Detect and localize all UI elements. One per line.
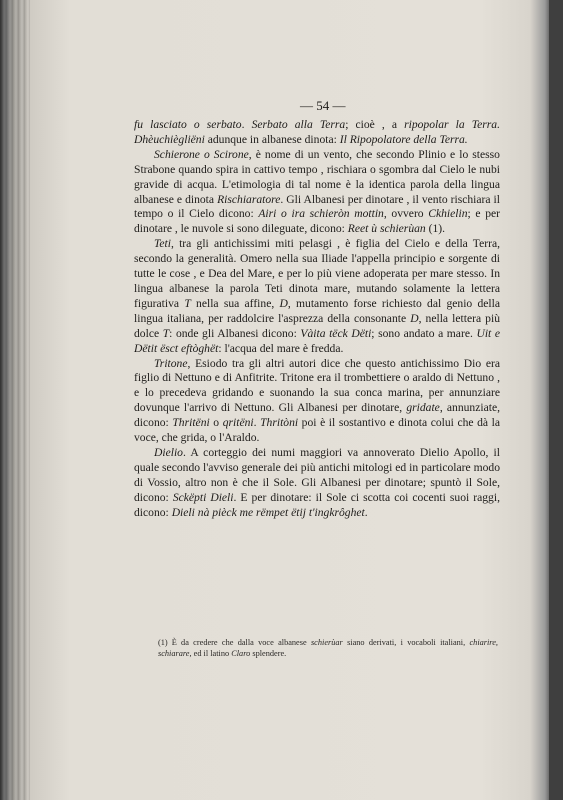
text-run: . <box>253 416 261 430</box>
text-run: adunque in albanese dinota: <box>204 132 340 146</box>
italic-text: Reet ù schierùan <box>347 222 426 236</box>
text-run: , nella lettera più dolce <box>134 311 500 340</box>
text-run: . E per dinotare: il Sole ci scotta coi cocenti suoi raggi, dicono: <box>134 490 500 519</box>
text-run: , è nome di un vento, che secondo Plinio e lo stesso Strabone quando spira in cattivo tempo , rischiara o sgombra dal Cielo le nubi gravide di acqua. L'etimologia di tal nome è la identica parola della lingua albanese e dinota <box>134 147 500 206</box>
page-edge <box>549 0 563 800</box>
italic-text: Vàita tëck Dëti <box>300 326 372 340</box>
footnote-text <box>158 638 498 658</box>
italic-text: Thritëni <box>172 416 210 430</box>
italic-text: Serbato alla Terra <box>251 118 346 131</box>
footnote-mark: (1) <box>158 638 168 647</box>
text-run: . Gli Albanesi per dinotare , il vento rischiara il tempo o il Cielo dicono: <box>134 192 500 221</box>
italic-text: Dieli nà pièck me rëmpet ëtij t'ingkrôghet <box>171 505 365 519</box>
book-spine-shadow <box>0 0 30 800</box>
text-run: . <box>241 118 252 131</box>
text-run: . A corteggio dei numi maggiori va annoverato Dielio Apollo, il quale secondo l'avviso generale dei più antichi mitologi ed in particolare modo di Vossio, altro non è che il Sole. Gli Albanesi per dinotare; spuntò il Sole, dicono: <box>134 445 500 504</box>
italic-text: Rischiaratore <box>217 192 281 206</box>
text-run: (1). <box>425 222 446 236</box>
text-run: : onde gli Albanesi dicono: <box>169 326 301 340</box>
paragraph <box>134 118 500 148</box>
italic-text: D <box>279 296 288 310</box>
text-run: ; sono andato a mare. <box>371 326 477 340</box>
italic-text: Dielio <box>154 445 183 459</box>
text-run: È da credere che dalla voce albanese <box>171 638 311 647</box>
paragraph <box>134 446 500 521</box>
text-run: , ovvero <box>383 207 429 221</box>
text-run: o <box>209 416 223 430</box>
italic-text: T <box>162 326 170 340</box>
text-run: , tra gli antichissimi miti pelasgi , è figlia del Cielo e della Terra, secondo la generalità. Omero nella sua Iliade l'appella principio e sorgente di tutte le cose , e Dea del Mare, e per lo più viene adoperata per mare stesso. In lingua albanese la parola Teti dinota mare, mutando solamente la lettera figurativa <box>134 237 500 310</box>
text-run: , mutamento forse richiesto dal genio della lingua italiana, per raddolcire l'asprezza della consonante <box>134 296 500 325</box>
italic-text: Teti <box>154 237 171 251</box>
footnote <box>158 637 498 659</box>
text-run: , annunziate, dicono: <box>134 401 500 430</box>
body-text <box>134 96 500 520</box>
text-run: splendere. <box>250 649 287 658</box>
italic-text: fu lasciato o serbato <box>134 118 242 131</box>
text-run: nella sua affine, <box>190 296 280 310</box>
text-run: ; e per dinotare , le nuvole si sono dileguate, dicono: <box>134 207 501 236</box>
text-run: : l'acqua del mare è fredda. <box>218 341 344 355</box>
italic-text: gridate <box>406 401 440 415</box>
italic-text: chiarire, schiarare <box>158 638 498 658</box>
italic-text: Uit e Dëtit ësct eftòghët <box>134 326 500 355</box>
text-run: siano derivati, i vocaboli italiani, <box>342 638 470 647</box>
italic-text: ripopolar la Terra. Dhèuchiègliëni <box>134 118 500 146</box>
italic-text: T <box>184 296 191 310</box>
italic-text: Tritone <box>154 356 188 370</box>
text-run: . <box>364 505 368 519</box>
italic-text: qritëni <box>222 416 254 430</box>
paragraph <box>134 357 500 446</box>
text-run: , Esiodo tra gli altri autori dice che questo antichissimo Dio era figlio di Nettuno e di Anfitrite. Tritone era il trombettiere o araldo di Nettuno , e lo precedeva gridando e suonando la sua conca marina, per annunziare dovunque l'arrivo di Nettuno. Gli Albanesi per dinotare, <box>134 356 500 415</box>
italic-text: D <box>410 311 419 325</box>
italic-text: Schierone o Scirone <box>154 147 249 161</box>
italic-text: Airi o ira schieròn mottin <box>258 207 384 221</box>
text-run: poi è il sostantivo e dinota colui che dà la voce, che grida, o l'Araldo. <box>134 416 500 445</box>
italic-text: Sckëpti Dieli <box>172 490 234 504</box>
paragraph <box>134 148 500 237</box>
italic-text: Claro <box>231 649 251 658</box>
italic-text: schierùar <box>310 638 343 647</box>
italic-text: Thritòni <box>260 416 299 430</box>
page-number: — 54 — <box>300 98 346 113</box>
italic-text: Ckhielin <box>428 207 468 221</box>
text-run: ; cioè , a <box>345 118 405 131</box>
paragraph <box>134 237 500 356</box>
italic-text: Il Ripopolatore della Terra. <box>339 132 468 146</box>
text-run: , ed il latino <box>189 649 232 658</box>
